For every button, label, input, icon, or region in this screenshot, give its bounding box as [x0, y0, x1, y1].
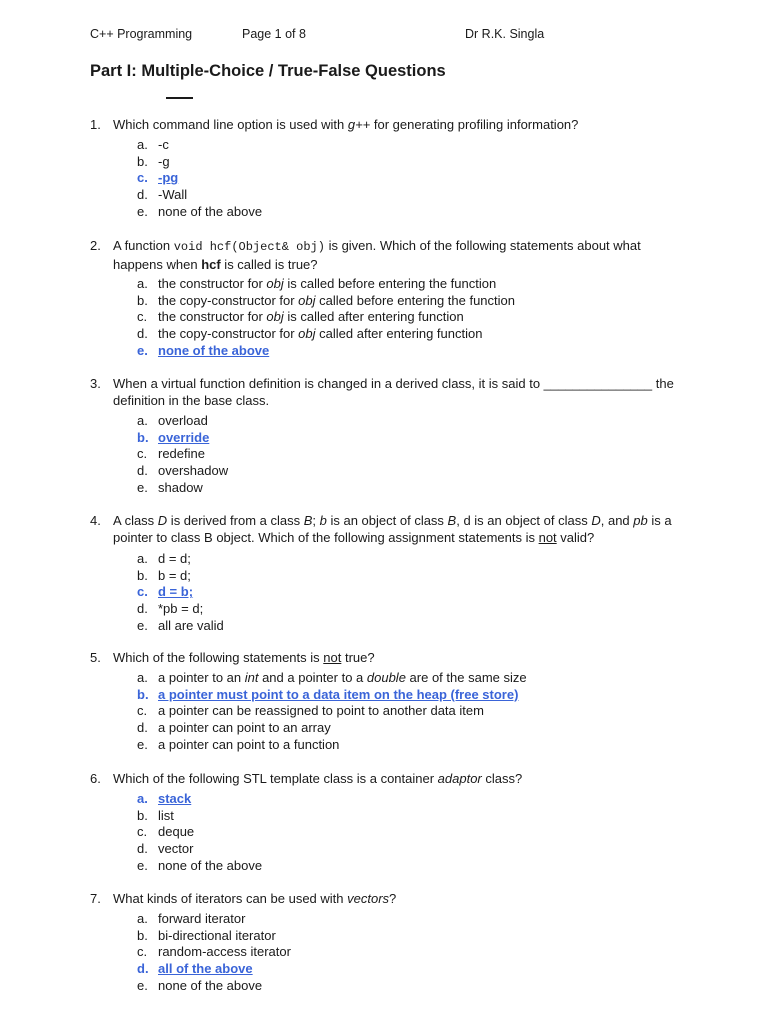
- option-text: a pointer can be reassigned to point to another data item: [158, 703, 484, 719]
- question-number: 5.: [90, 650, 101, 665]
- question-text: When a virtual function definition is changed in a derived class, it is said to _______________ the definition in the base class.: [113, 376, 674, 408]
- option-text: stack: [158, 791, 192, 806]
- option-text: a pointer must point to a data item on the heap (free store): [158, 686, 519, 702]
- question-number: 3.: [90, 376, 101, 391]
- option-letter: d.: [137, 720, 148, 736]
- option-text: all of the above: [158, 961, 253, 977]
- option-letter: b.: [137, 429, 149, 445]
- option-letter: c.: [137, 446, 148, 462]
- question-number: 1.: [90, 117, 101, 132]
- option-letter: a.: [137, 911, 148, 926]
- option-letter: b.: [137, 807, 148, 823]
- option-letter: c.: [137, 703, 148, 719]
- part-title: Part I: Multiple-Choice / True-False Questions: [90, 62, 446, 80]
- question-number: 2.: [90, 238, 101, 253]
- option-letter: d.: [137, 326, 148, 342]
- header-course: C++ Programming: [90, 27, 193, 41]
- option-letter: a.: [137, 551, 148, 566]
- option-text: the copy-constructor for obj called after entering function: [158, 326, 483, 342]
- option-text: forward iterator: [158, 911, 246, 926]
- question-text: Which command line option is used with g++ for generating profiling information?: [113, 117, 579, 132]
- question-number: 4.: [90, 513, 101, 528]
- option-text: none of the above: [158, 857, 263, 873]
- option-letter: a.: [137, 791, 148, 806]
- option-text: none of the above: [158, 203, 263, 219]
- option-text: bi-directional iterator: [158, 927, 276, 943]
- option-text: a pointer can point to an array: [158, 720, 331, 736]
- option-text: -c: [158, 137, 169, 152]
- option-text: override: [158, 429, 210, 445]
- option-letter: d.: [137, 841, 148, 857]
- option-letter: b.: [137, 567, 148, 583]
- question-text: A class D is derived from a class B; b is an object of class B, d is an object of class D, and pb is a pointer to class B object. Which of the following assignment statements is not valid?: [113, 513, 672, 545]
- option-text: b = d;: [158, 567, 191, 583]
- option-text: none of the above: [158, 342, 270, 358]
- option-letter: d.: [137, 187, 148, 203]
- option-letter: b.: [137, 686, 149, 702]
- question-number: 6.: [90, 771, 101, 786]
- question-number: 7.: [90, 891, 101, 906]
- option-letter: c.: [137, 309, 148, 325]
- title-rule: [166, 97, 193, 99]
- option-letter: a.: [137, 413, 148, 428]
- question-text: Which of the following statements is not true?: [113, 650, 375, 665]
- option-letter: e.: [137, 479, 148, 495]
- option-text: the copy-constructor for obj called before entering the function: [158, 292, 515, 308]
- option-text: all are valid: [158, 617, 224, 633]
- option-text: d = b;: [158, 584, 194, 600]
- option-letter: a.: [137, 276, 148, 291]
- option-text: none of the above: [158, 977, 263, 993]
- question-text: What kinds of iterators can be used with vectors?: [113, 891, 397, 906]
- option-letter: e.: [137, 857, 148, 873]
- option-letter: a.: [137, 137, 148, 152]
- option-letter: d.: [137, 601, 148, 617]
- option-letter: c.: [137, 824, 148, 840]
- question-text: Which of the following STL template class is a container adaptor class?: [113, 771, 523, 786]
- header-author: Dr R.K. Singla: [465, 27, 545, 41]
- option-letter: c.: [137, 944, 148, 960]
- option-text: overload: [158, 413, 208, 428]
- option-text: *pb = d;: [158, 601, 204, 617]
- question-text: A function void hcf(Object& obj) is given. Which of the following statements about what happens when hcf is called is true?: [113, 238, 641, 272]
- option-text: -Wall: [158, 187, 188, 203]
- option-text: -pg: [158, 170, 179, 186]
- option-text: a pointer to an int and a pointer to a double are of the same size: [158, 670, 527, 685]
- option-letter: e.: [137, 977, 148, 993]
- option-text: d = d;: [158, 551, 191, 566]
- option-text: a pointer can point to a function: [158, 736, 340, 752]
- option-letter: a.: [137, 670, 148, 685]
- option-text: the constructor for obj is called after entering function: [158, 309, 464, 325]
- option-text: vector: [158, 841, 194, 857]
- option-text: overshadow: [158, 463, 229, 479]
- option-letter: b.: [137, 292, 148, 308]
- option-text: -g: [158, 153, 170, 169]
- option-text: shadow: [158, 479, 203, 495]
- option-letter: b.: [137, 927, 148, 943]
- option-letter: d.: [137, 961, 149, 977]
- option-letter: e.: [137, 203, 148, 219]
- option-letter: b.: [137, 153, 148, 169]
- option-text: redefine: [158, 446, 205, 462]
- option-text: deque: [158, 824, 195, 840]
- option-letter: c.: [137, 170, 148, 186]
- option-letter: c.: [137, 584, 148, 600]
- option-letter: e.: [137, 342, 148, 358]
- header-page-number: Page 1 of 8: [242, 27, 306, 41]
- option-text: the constructor for obj is called before entering the function: [158, 276, 497, 291]
- option-letter: e.: [137, 736, 148, 752]
- option-letter: d.: [137, 463, 148, 479]
- option-text: random-access iterator: [158, 944, 291, 960]
- option-letter: e.: [137, 617, 148, 633]
- option-text: list: [158, 807, 174, 823]
